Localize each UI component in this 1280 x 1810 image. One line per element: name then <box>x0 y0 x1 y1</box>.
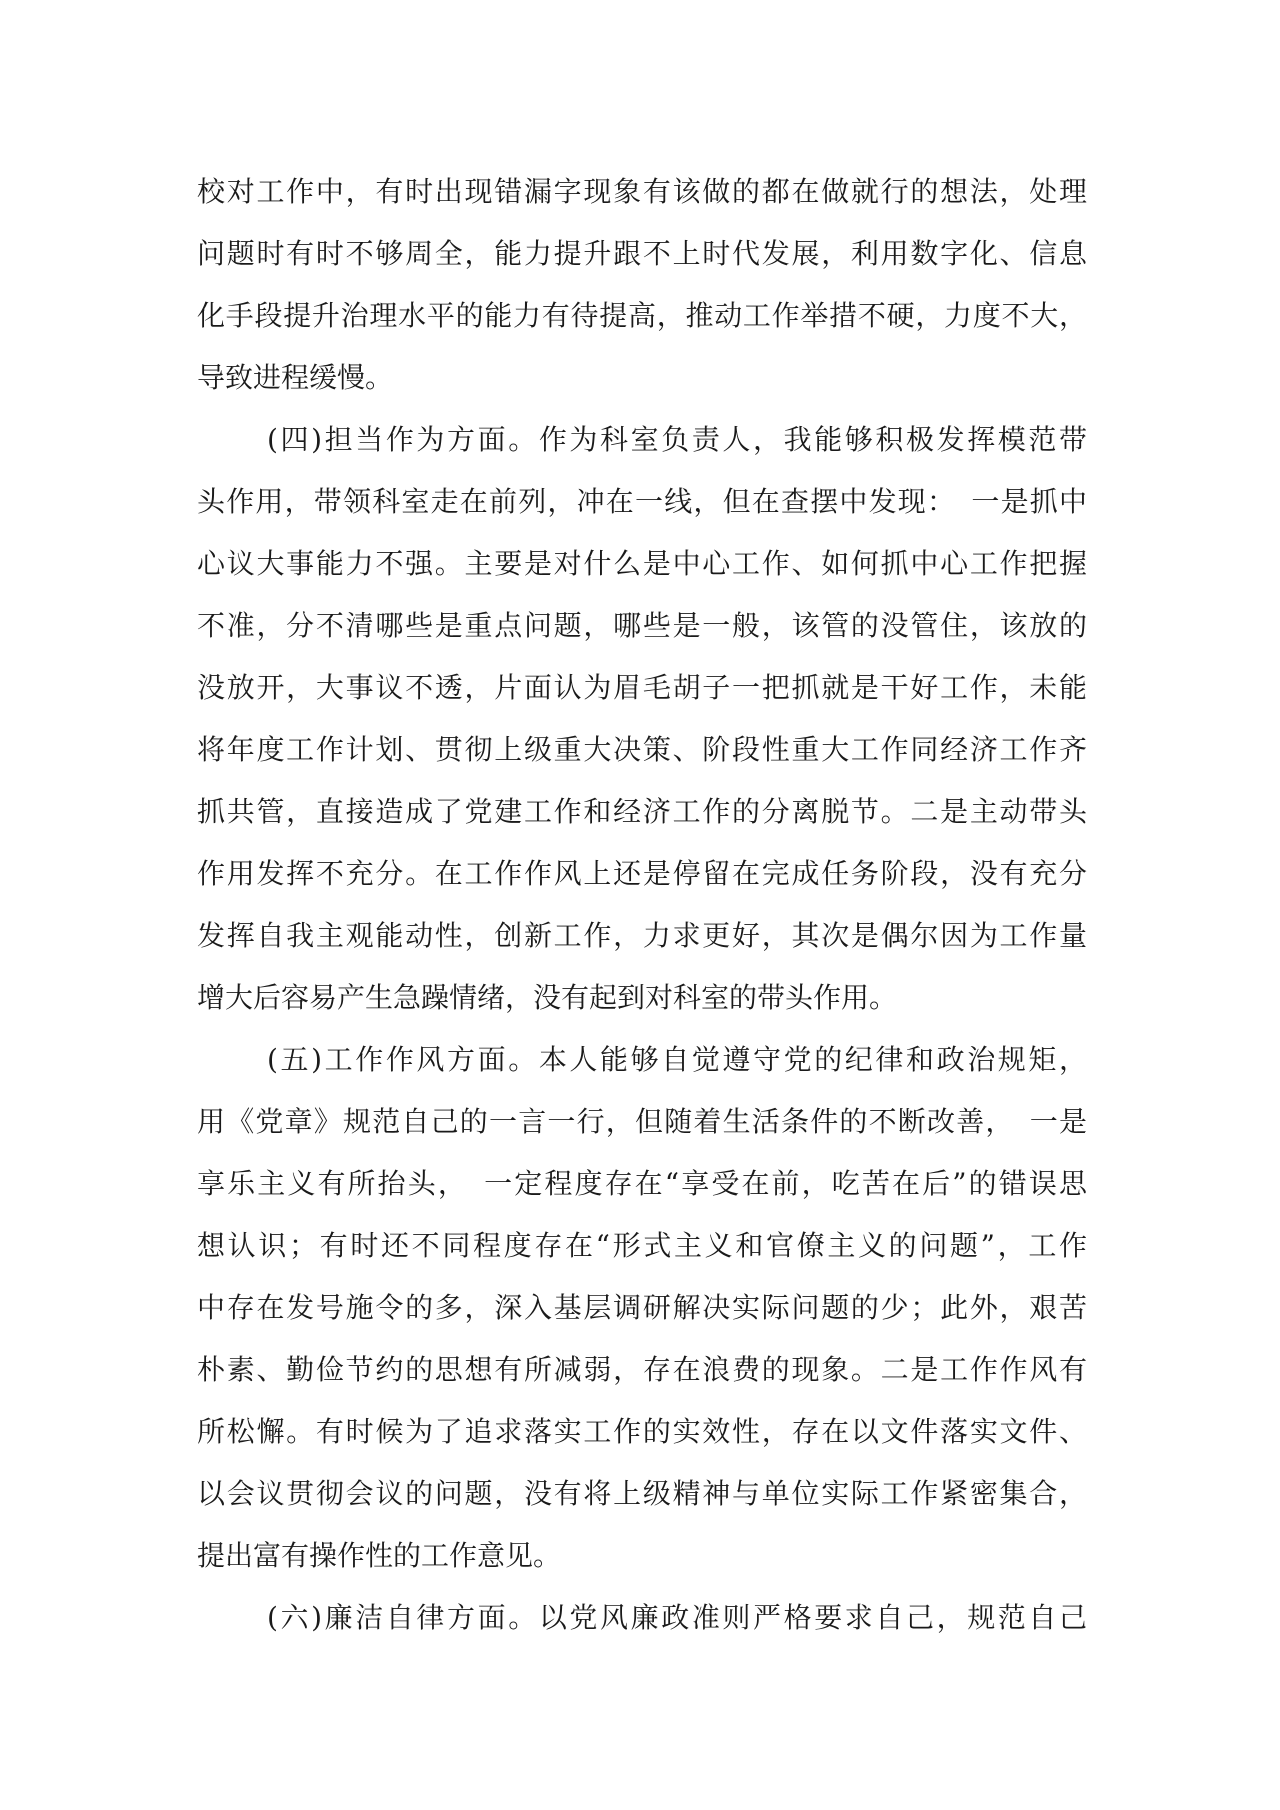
text-line: 头作用，带领科室走在前列，冲在一线，但在查摆中发现： 一是抓中 <box>197 485 1087 518</box>
text-line: 作用发挥不充分。在工作作风上还是停留在完成任务阶段，没有充分 <box>197 857 1087 890</box>
text-line: 用《党章》规范自己的一言一行，但随着生活条件的不断改善， 一是 <box>197 1105 1087 1138</box>
text-line: 所松懈。有时候为了追求落实工作的实效性，存在以文件落实文件、 <box>197 1415 1087 1448</box>
text-line: 以会议贯彻会议的问题，没有将上级精神与单位实际工作紧密集合， <box>197 1477 1087 1510</box>
text-line: 提出富有操作性的工作意见。 <box>197 1539 562 1572</box>
text-line: 发挥自我主观能动性，创新工作，力求更好，其次是偶尔因为工作量 <box>197 919 1087 952</box>
text-line: 化手段提升治理水平的能力有待提高，推动工作举措不硬，力度不大， <box>197 299 1087 332</box>
text-line: 抓共管，直接造成了党建工作和经济工作的分离脱节。二是主动带头 <box>197 795 1087 828</box>
section-heading-line: (四)担当作为方面。作为科室负责人，我能够积极发挥模范带 <box>267 423 1087 456</box>
text-line: 导致进程缓慢。 <box>197 361 394 394</box>
text-line: 问题时有时不够周全，能力提升跟不上时代发展，利用数字化、信息 <box>197 237 1087 270</box>
text-line: 中存在发号施令的多，深入基层调研解决实际问题的少；此外，艰苦 <box>197 1291 1087 1324</box>
text-line: 心议大事能力不强。主要是对什么是中心工作、如何抓中心工作把握 <box>197 547 1087 580</box>
text-line: 将年度工作计划、贯彻上级重大决策、阶段性重大工作同经济工作齐 <box>197 733 1087 766</box>
section-heading-line: (六)廉洁自律方面。以党风廉政准则严格要求自己，规范自己 <box>267 1601 1087 1634</box>
section-heading-line: (五)工作作风方面。本人能够自觉遵守党的纪律和政治规矩， <box>267 1043 1087 1076</box>
text-line: 校对工作中，有时出现错漏字现象有该做的都在做就行的想法，处理 <box>197 175 1087 208</box>
text-line: 享乐主义有所抬头， 一定程度存在“享受在前，吃苦在后”的错误思 <box>197 1167 1087 1200</box>
text-line: 没放开，大事议不透，片面认为眉毛胡子一把抓就是干好工作，未能 <box>197 671 1087 704</box>
text-line: 不准，分不清哪些是重点问题，哪些是一般，该管的没管住，该放的 <box>197 609 1087 642</box>
text-line: 朴素、勤俭节约的思想有所减弱，存在浪费的现象。二是工作作风有 <box>197 1353 1087 1386</box>
text-line: 增大后容易产生急躁情绪，没有起到对科室的带头作用。 <box>197 981 898 1014</box>
text-line: 想认识；有时还不同程度存在“形式主义和官僚主义的问题”，工作 <box>197 1229 1087 1262</box>
